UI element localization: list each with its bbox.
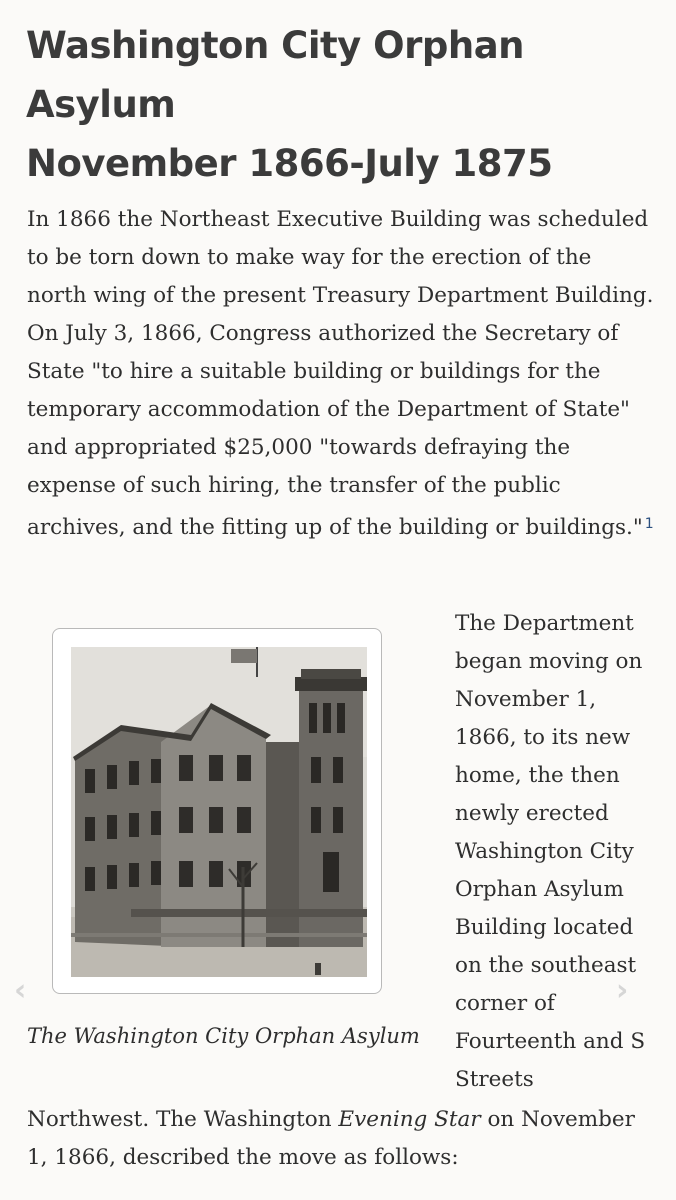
- side-paragraph-line: on the southeast: [455, 953, 637, 978]
- image-carousel-frame: [52, 628, 382, 994]
- page-title: [26, 16, 646, 193]
- intro-paragraph-text: In 1866 the Northeast Executive Building was scheduled to be torn down to make way for the erection of the north wing of the present Treasury Department Building. On July 3, 1866, Congress authorized the Secretary of State "to hire a suitable building or buildings for the temporary accommodation of the Department of State" and appropriated $25,000 "towards defraying the expense of such hiring, the transfer of the public archives, and the fitting up of the building or buildings.": [27, 207, 654, 540]
- image-caption: The Washington City Orphan Asylum: [27, 1024, 420, 1048]
- intro-paragraph: [27, 201, 657, 547]
- side-paragraph-line: corner of: [455, 991, 555, 1016]
- side-paragraph-line: Fourteenth and S: [455, 1029, 646, 1054]
- title-line: Asylum: [26, 83, 176, 126]
- continuation-text-start: Northwest. The Washington: [27, 1107, 339, 1132]
- side-paragraph-line: Washington City: [455, 839, 634, 864]
- orphan-asylum-photo: [71, 647, 367, 977]
- side-paragraph-line: newly erected: [455, 801, 609, 826]
- side-paragraph-line: began moving on: [455, 649, 643, 674]
- footnote-link[interactable]: 1: [644, 516, 654, 532]
- side-paragraph-line: 1866, to its new: [455, 725, 631, 750]
- carousel-next-button[interactable]: ›: [616, 973, 629, 1008]
- title-line: Washington City Orphan: [26, 24, 525, 67]
- side-paragraph-line: The Department: [455, 611, 634, 636]
- side-paragraph-line: Building located: [455, 915, 634, 940]
- newspaper-name: Evening Star: [338, 1107, 481, 1132]
- side-paragraph-line: Streets: [455, 1067, 534, 1092]
- title-line: November 1866-July 1875: [26, 142, 553, 185]
- side-paragraph: [455, 605, 660, 1099]
- carousel-prev-button[interactable]: ‹: [14, 973, 27, 1008]
- continuation-text-end: on November 1, 1866, described the move as follows:: [27, 1107, 635, 1170]
- side-paragraph-line: Orphan Asylum: [455, 877, 624, 902]
- continuation-paragraph: [27, 1101, 657, 1177]
- side-paragraph-line: home, the then: [455, 763, 620, 788]
- side-paragraph-line: November 1,: [455, 687, 597, 712]
